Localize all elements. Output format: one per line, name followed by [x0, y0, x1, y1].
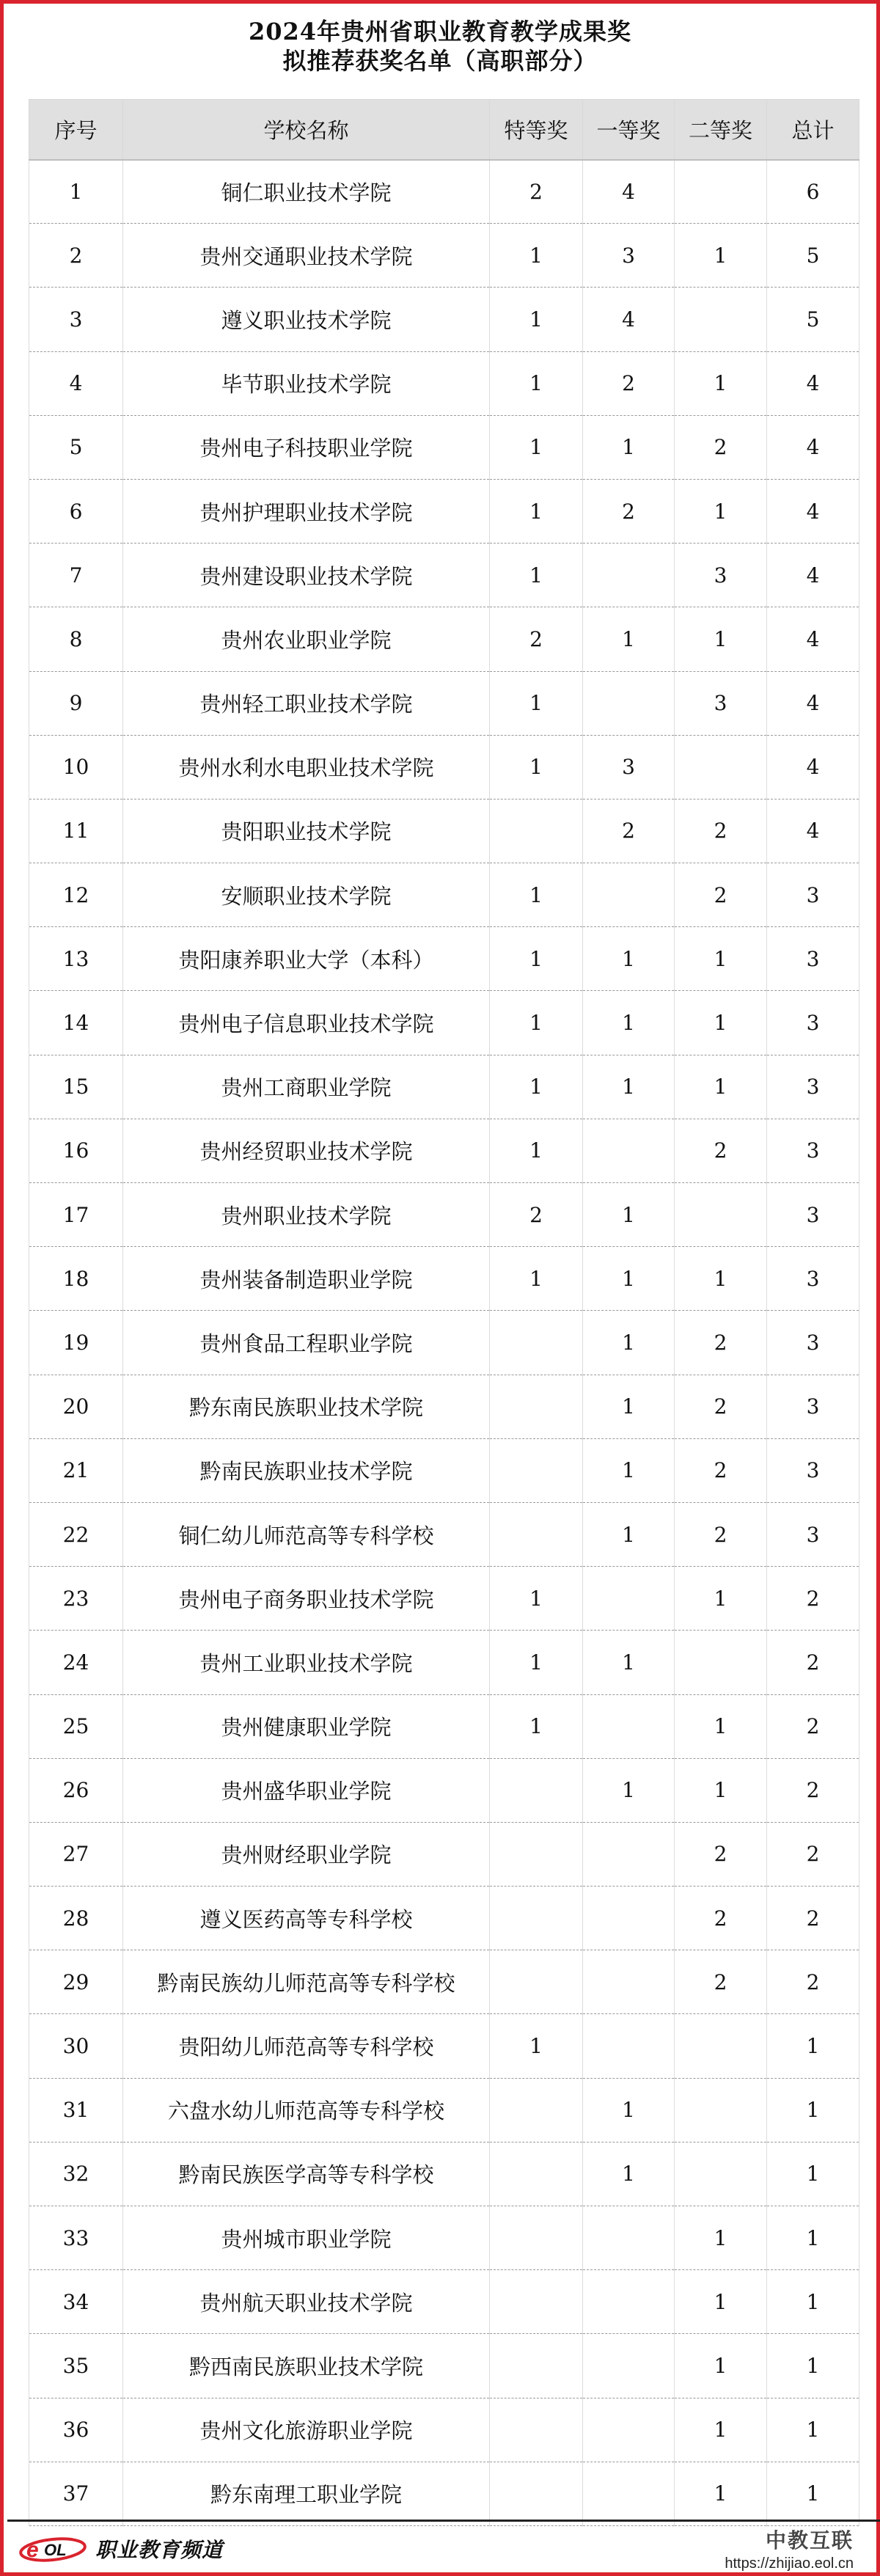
cell-first-award: 3 — [583, 735, 675, 799]
table-row — [29, 1311, 859, 1375]
cell-special-award — [490, 2270, 583, 2334]
cell-first-award — [583, 1950, 675, 2014]
cell-index: 2 — [29, 224, 123, 288]
cell-total: 2 — [767, 1694, 859, 1758]
cell-index: 35 — [29, 2334, 123, 2398]
cell-total: 1 — [767, 2270, 859, 2334]
cell-first-award — [583, 1887, 675, 1950]
cell-index: 29 — [29, 1950, 123, 2014]
cell-index: 14 — [29, 991, 123, 1055]
cell-school: 黔南民族医学高等专科学校 — [123, 2142, 490, 2206]
cell-second-award — [675, 2078, 767, 2142]
cell-first-award: 1 — [583, 1375, 675, 1438]
cell-first-award: 1 — [583, 1631, 675, 1694]
cell-index: 27 — [29, 1822, 123, 1886]
table-row — [29, 2270, 859, 2334]
cell-second-award: 2 — [675, 1822, 767, 1886]
table-row — [29, 2142, 859, 2206]
cell-index: 28 — [29, 1887, 123, 1950]
header-second-award: 二等奖 — [675, 100, 767, 160]
cell-second-award — [675, 2014, 767, 2078]
cell-second-award: 1 — [675, 2206, 767, 2270]
cell-second-award: 1 — [675, 927, 767, 991]
partner-credit — [725, 2525, 854, 2572]
header-first-award: 一等奖 — [583, 100, 675, 160]
svg-text:e: e — [26, 2538, 39, 2562]
table-row — [29, 1758, 859, 1822]
cell-first-award: 1 — [583, 1502, 675, 1566]
cell-total: 2 — [767, 1631, 859, 1694]
cell-total: 4 — [767, 607, 859, 671]
cell-total: 3 — [767, 1438, 859, 1502]
table-row — [29, 1183, 859, 1247]
cell-second-award — [675, 160, 767, 224]
cell-total: 3 — [767, 991, 859, 1055]
cell-special-award: 1 — [490, 351, 583, 415]
cell-school: 贵阳康养职业大学（本科） — [123, 927, 490, 991]
cell-index: 13 — [29, 927, 123, 991]
cell-second-award: 1 — [675, 2398, 767, 2462]
cell-index: 5 — [29, 415, 123, 479]
cell-first-award: 3 — [583, 224, 675, 288]
cell-index: 1 — [29, 160, 123, 224]
cell-special-award: 1 — [490, 1567, 583, 1631]
cell-school: 黔西南民族职业技术学院 — [123, 2334, 490, 2398]
cell-first-award: 4 — [583, 160, 675, 224]
cell-total: 1 — [767, 2206, 859, 2270]
cell-special-award: 2 — [490, 1183, 583, 1247]
cell-school: 遵义职业技术学院 — [123, 288, 490, 351]
cell-first-award: 2 — [583, 799, 675, 863]
cell-second-award: 2 — [675, 1375, 767, 1438]
cell-total: 4 — [767, 799, 859, 863]
table-row — [29, 2014, 859, 2078]
cell-index: 32 — [29, 2142, 123, 2206]
cell-school: 贵州轻工职业技术学院 — [123, 671, 490, 735]
cell-school: 贵州工商职业学院 — [123, 1055, 490, 1119]
cell-second-award — [675, 288, 767, 351]
cell-first-award: 2 — [583, 351, 675, 415]
cell-school: 贵州航天职业技术学院 — [123, 2270, 490, 2334]
cell-school: 贵州健康职业学院 — [123, 1694, 490, 1758]
cell-index: 6 — [29, 479, 123, 543]
cell-second-award: 1 — [675, 1567, 767, 1631]
cell-school: 贵阳职业技术学院 — [123, 799, 490, 863]
cell-first-award — [583, 2398, 675, 2462]
cell-total: 2 — [767, 1887, 859, 1950]
cell-school: 贵州电子科技职业学院 — [123, 415, 490, 479]
footer — [7, 2520, 880, 2576]
table-row — [29, 288, 859, 351]
table-row — [29, 2334, 859, 2398]
cell-total: 1 — [767, 2014, 859, 2078]
table-row — [29, 2398, 859, 2462]
cell-special-award: 2 — [490, 160, 583, 224]
cell-index: 10 — [29, 735, 123, 799]
cell-total: 3 — [767, 1502, 859, 1566]
cell-total: 4 — [767, 735, 859, 799]
page-title: 2024年贵州省职业教育教学成果奖 — [248, 18, 632, 45]
cell-index: 9 — [29, 671, 123, 735]
cell-index: 33 — [29, 2206, 123, 2270]
cell-second-award — [675, 735, 767, 799]
cell-first-award — [583, 863, 675, 927]
table-row — [29, 415, 859, 479]
cell-total: 3 — [767, 927, 859, 991]
cell-second-award: 1 — [675, 1694, 767, 1758]
cell-total: 3 — [767, 1119, 859, 1182]
cell-index: 7 — [29, 544, 123, 607]
cell-school: 贵州交通职业技术学院 — [123, 224, 490, 288]
cell-second-award: 3 — [675, 671, 767, 735]
table-header-row — [29, 100, 859, 160]
table-row — [29, 1822, 859, 1886]
cell-school: 铜仁职业技术学院 — [123, 160, 490, 224]
cell-index: 22 — [29, 1502, 123, 1566]
cell-total: 1 — [767, 2078, 859, 2142]
cell-special-award: 1 — [490, 1055, 583, 1119]
cell-first-award — [583, 544, 675, 607]
cell-special-award: 1 — [490, 1631, 583, 1694]
cell-special-award: 1 — [490, 415, 583, 479]
cell-school: 贵州经贸职业技术学院 — [123, 1119, 490, 1182]
page-subtitle: 拟推荐获奖名单（高职部分） — [282, 47, 598, 75]
cell-first-award — [583, 1567, 675, 1631]
cell-total: 5 — [767, 224, 859, 288]
cell-school: 贵阳幼儿师范高等专科学校 — [123, 2014, 490, 2078]
cell-special-award — [490, 1438, 583, 1502]
cell-school: 贵州护理职业技术学院 — [123, 479, 490, 543]
cell-second-award: 1 — [675, 607, 767, 671]
cell-first-award: 2 — [583, 479, 675, 543]
cell-school: 安顺职业技术学院 — [123, 863, 490, 927]
cell-index: 18 — [29, 1247, 123, 1311]
cell-school: 贵州电子信息职业技术学院 — [123, 991, 490, 1055]
header-index: 序号 — [29, 100, 123, 160]
cell-first-award — [583, 1822, 675, 1886]
cell-school: 贵州文化旅游职业学院 — [123, 2398, 490, 2462]
cell-index: 21 — [29, 1438, 123, 1502]
table-row — [29, 160, 859, 224]
cell-school: 毕节职业技术学院 — [123, 351, 490, 415]
table-row — [29, 1375, 859, 1438]
cell-special-award — [490, 799, 583, 863]
cell-index: 11 — [29, 799, 123, 863]
cell-index: 4 — [29, 351, 123, 415]
cell-total: 3 — [767, 1183, 859, 1247]
cell-second-award: 2 — [675, 1311, 767, 1375]
cell-total: 4 — [767, 351, 859, 415]
partner-name: 中教互联 — [765, 2529, 854, 2552]
cell-special-award — [490, 1887, 583, 1950]
cell-school: 黔东南理工职业学院 — [123, 2462, 490, 2525]
cell-first-award: 1 — [583, 1183, 675, 1247]
cell-first-award: 1 — [583, 927, 675, 991]
cell-school: 贵州工业职业技术学院 — [123, 1631, 490, 1694]
eol-logo-icon — [19, 2534, 92, 2564]
cell-school: 贵州水利水电职业技术学院 — [123, 735, 490, 799]
cell-special-award: 1 — [490, 863, 583, 927]
cell-index: 17 — [29, 1183, 123, 1247]
channel-name: 职业教育频道 — [95, 2539, 224, 2561]
cell-special-award — [490, 2142, 583, 2206]
cell-special-award: 1 — [490, 1119, 583, 1182]
cell-school: 黔南民族职业技术学院 — [123, 1438, 490, 1502]
cell-special-award: 1 — [490, 2014, 583, 2078]
cell-second-award: 2 — [675, 1119, 767, 1182]
cell-school: 贵州财经职业学院 — [123, 1822, 490, 1886]
cell-total: 4 — [767, 479, 859, 543]
cell-second-award: 2 — [675, 1950, 767, 2014]
cell-total: 1 — [767, 2334, 859, 2398]
cell-special-award: 1 — [490, 671, 583, 735]
eol-logo — [19, 2531, 223, 2567]
cell-special-award — [490, 2398, 583, 2462]
cell-special-award: 1 — [490, 288, 583, 351]
cell-second-award: 3 — [675, 544, 767, 607]
table-row — [29, 2078, 859, 2142]
cell-special-award: 1 — [490, 479, 583, 543]
cell-second-award — [675, 1631, 767, 1694]
cell-first-award: 1 — [583, 2078, 675, 2142]
cell-school: 黔东南民族职业技术学院 — [123, 1375, 490, 1438]
cell-second-award: 2 — [675, 799, 767, 863]
cell-first-award: 1 — [583, 2142, 675, 2206]
table-row — [29, 735, 859, 799]
cell-special-award — [490, 1375, 583, 1438]
cell-special-award — [490, 2334, 583, 2398]
table-row — [29, 863, 859, 927]
cell-first-award: 1 — [583, 607, 675, 671]
cell-total: 2 — [767, 1950, 859, 2014]
cell-total: 3 — [767, 1055, 859, 1119]
table-row — [29, 1631, 859, 1694]
cell-second-award: 1 — [675, 351, 767, 415]
cell-index: 31 — [29, 2078, 123, 2142]
table-row — [29, 671, 859, 735]
cell-total: 3 — [767, 863, 859, 927]
cell-first-award: 1 — [583, 1311, 675, 1375]
cell-special-award: 1 — [490, 224, 583, 288]
cell-index: 15 — [29, 1055, 123, 1119]
cell-first-award — [583, 671, 675, 735]
cell-special-award: 1 — [490, 735, 583, 799]
table-row — [29, 607, 859, 671]
cell-school: 黔南民族幼儿师范高等专科学校 — [123, 1950, 490, 2014]
cell-special-award — [490, 1950, 583, 2014]
table-row — [29, 1887, 859, 1950]
table-row — [29, 1438, 859, 1502]
header-special-award: 特等奖 — [490, 100, 583, 160]
cell-school: 贵州电子商务职业技术学院 — [123, 1567, 490, 1631]
cell-index: 19 — [29, 1311, 123, 1375]
cell-second-award: 1 — [675, 991, 767, 1055]
cell-special-award: 1 — [490, 991, 583, 1055]
cell-first-award: 4 — [583, 288, 675, 351]
cell-second-award: 2 — [675, 1887, 767, 1950]
cell-second-award — [675, 1183, 767, 1247]
cell-second-award: 1 — [675, 1247, 767, 1311]
svg-text:OL: OL — [44, 2541, 67, 2559]
cell-special-award — [490, 2462, 583, 2525]
table-row — [29, 799, 859, 863]
cell-first-award — [583, 2462, 675, 2525]
cell-total: 3 — [767, 1311, 859, 1375]
cell-special-award — [490, 1758, 583, 1822]
cell-special-award — [490, 2206, 583, 2270]
cell-special-award: 2 — [490, 607, 583, 671]
cell-special-award — [490, 1311, 583, 1375]
cell-school: 贵州盛华职业学院 — [123, 1758, 490, 1822]
cell-index: 3 — [29, 288, 123, 351]
cell-first-award: 1 — [583, 1247, 675, 1311]
cell-first-award: 1 — [583, 415, 675, 479]
cell-index: 30 — [29, 2014, 123, 2078]
table-row — [29, 1950, 859, 2014]
cell-first-award — [583, 2014, 675, 2078]
table-row — [29, 2206, 859, 2270]
cell-special-award — [490, 1502, 583, 1566]
cell-special-award — [490, 1822, 583, 1886]
cell-first-award: 1 — [583, 1055, 675, 1119]
cell-total: 3 — [767, 1247, 859, 1311]
cell-first-award — [583, 2270, 675, 2334]
cell-index: 36 — [29, 2398, 123, 2462]
cell-index: 26 — [29, 1758, 123, 1822]
cell-second-award: 1 — [675, 2462, 767, 2525]
cell-school: 贵州建设职业技术学院 — [123, 544, 490, 607]
cell-total: 1 — [767, 2142, 859, 2206]
table-body — [29, 160, 859, 2526]
cell-school: 贵州职业技术学院 — [123, 1183, 490, 1247]
cell-index: 25 — [29, 1694, 123, 1758]
table-row — [29, 1694, 859, 1758]
cell-second-award: 1 — [675, 2270, 767, 2334]
cell-second-award: 1 — [675, 479, 767, 543]
cell-index: 16 — [29, 1119, 123, 1182]
title-block — [4, 17, 876, 76]
cell-first-award — [583, 2206, 675, 2270]
cell-second-award: 1 — [675, 1055, 767, 1119]
cell-second-award: 1 — [675, 224, 767, 288]
table-row — [29, 1119, 859, 1182]
cell-total: 5 — [767, 288, 859, 351]
cell-first-award: 1 — [583, 991, 675, 1055]
cell-index: 8 — [29, 607, 123, 671]
cell-special-award: 1 — [490, 927, 583, 991]
cell-index: 23 — [29, 1567, 123, 1631]
header-total: 总计 — [767, 100, 859, 160]
table-row — [29, 224, 859, 288]
cell-special-award: 1 — [490, 1247, 583, 1311]
award-table — [29, 99, 859, 2526]
cell-second-award: 2 — [675, 415, 767, 479]
table-row — [29, 544, 859, 607]
cell-index: 12 — [29, 863, 123, 927]
cell-total: 4 — [767, 671, 859, 735]
cell-second-award: 2 — [675, 1502, 767, 1566]
cell-school: 遵义医药高等专科学校 — [123, 1887, 490, 1950]
cell-total: 6 — [767, 160, 859, 224]
cell-total: 2 — [767, 1567, 859, 1631]
partner-url: https://zhijiao.eol.cn — [725, 2555, 854, 2572]
cell-first-award — [583, 1119, 675, 1182]
cell-special-award: 1 — [490, 1694, 583, 1758]
table-row — [29, 1055, 859, 1119]
header-school: 学校名称 — [123, 100, 490, 160]
cell-school: 贵州城市职业学院 — [123, 2206, 490, 2270]
cell-first-award: 1 — [583, 1438, 675, 1502]
cell-special-award — [490, 2078, 583, 2142]
table-row — [29, 2462, 859, 2525]
table-row — [29, 479, 859, 543]
table-row — [29, 1502, 859, 1566]
cell-total: 4 — [767, 544, 859, 607]
cell-second-award: 1 — [675, 1758, 767, 1822]
cell-second-award — [675, 2142, 767, 2206]
cell-total: 4 — [767, 415, 859, 479]
table-row — [29, 1567, 859, 1631]
cell-index: 20 — [29, 1375, 123, 1438]
cell-total: 3 — [767, 1375, 859, 1438]
cell-second-award: 1 — [675, 2334, 767, 2398]
cell-index: 37 — [29, 2462, 123, 2525]
cell-index: 34 — [29, 2270, 123, 2334]
cell-first-award — [583, 1694, 675, 1758]
table-row — [29, 1247, 859, 1311]
cell-second-award: 2 — [675, 1438, 767, 1502]
cell-school: 铜仁幼儿师范高等专科学校 — [123, 1502, 490, 1566]
cell-total: 2 — [767, 1822, 859, 1886]
cell-first-award — [583, 2334, 675, 2398]
table-row — [29, 351, 859, 415]
cell-second-award: 2 — [675, 863, 767, 927]
cell-total: 1 — [767, 2462, 859, 2525]
cell-special-award: 1 — [490, 544, 583, 607]
table-row — [29, 991, 859, 1055]
cell-school: 六盘水幼儿师范高等专科学校 — [123, 2078, 490, 2142]
cell-index: 24 — [29, 1631, 123, 1694]
cell-school: 贵州装备制造职业学院 — [123, 1247, 490, 1311]
cell-school: 贵州农业职业学院 — [123, 607, 490, 671]
cell-total: 1 — [767, 2398, 859, 2462]
cell-total: 2 — [767, 1758, 859, 1822]
table-row — [29, 927, 859, 991]
cell-school: 贵州食品工程职业学院 — [123, 1311, 490, 1375]
cell-first-award: 1 — [583, 1758, 675, 1822]
